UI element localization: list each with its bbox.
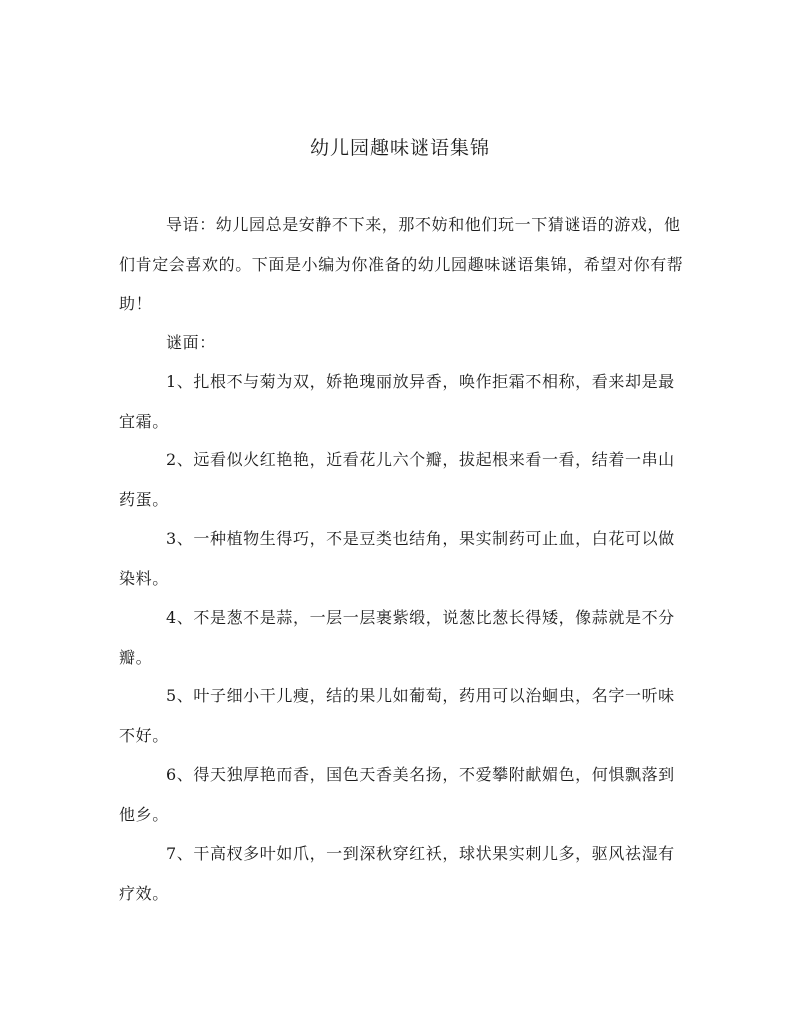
intro-paragraph: 导语：幼儿园总是安静不下来，那不妨和他们玩一下猜谜语的游戏，他们肯定会喜欢的。下面是小编为你准备的幼儿园趣味谜语集锦，希望对你有帮助！ [119,215,684,313]
document-title: 幼儿园趣味谜语集锦 [309,137,490,159]
riddle-item: 6、得天独厚艳而香，国色天香美名扬，不爱攀附献媚色，何惧飘落到他乡。 [119,765,675,824]
riddle-item: 7、干高杈多叶如爪，一到深秋穿红袄，球状果实刺儿多，驱风祛湿有疗效。 [119,844,675,903]
riddle-item: 3、一种植物生得巧，不是豆类也结角，果实制药可止血，白花可以做染料。 [119,529,675,588]
riddles-label: 谜面： [166,333,216,352]
riddle-item: 4、不是葱不是蒜，一层一层裹紫缎，说葱比葱长得矮，像蒜就是不分瓣。 [119,608,675,667]
riddle-item: 2、远看似火红艳艳，近看花儿六个瓣，拔起根来看一看，结着一串山药蛋。 [119,450,675,509]
riddle-item: 1、扎根不与菊为双，娇艳瑰丽放异香，唤作拒霜不相称，看来却是最宜霜。 [119,372,675,431]
riddle-item: 5、叶子细小干儿瘦，结的果儿如葡萄，药用可以治蛔虫，名字一听味不好。 [119,686,675,745]
